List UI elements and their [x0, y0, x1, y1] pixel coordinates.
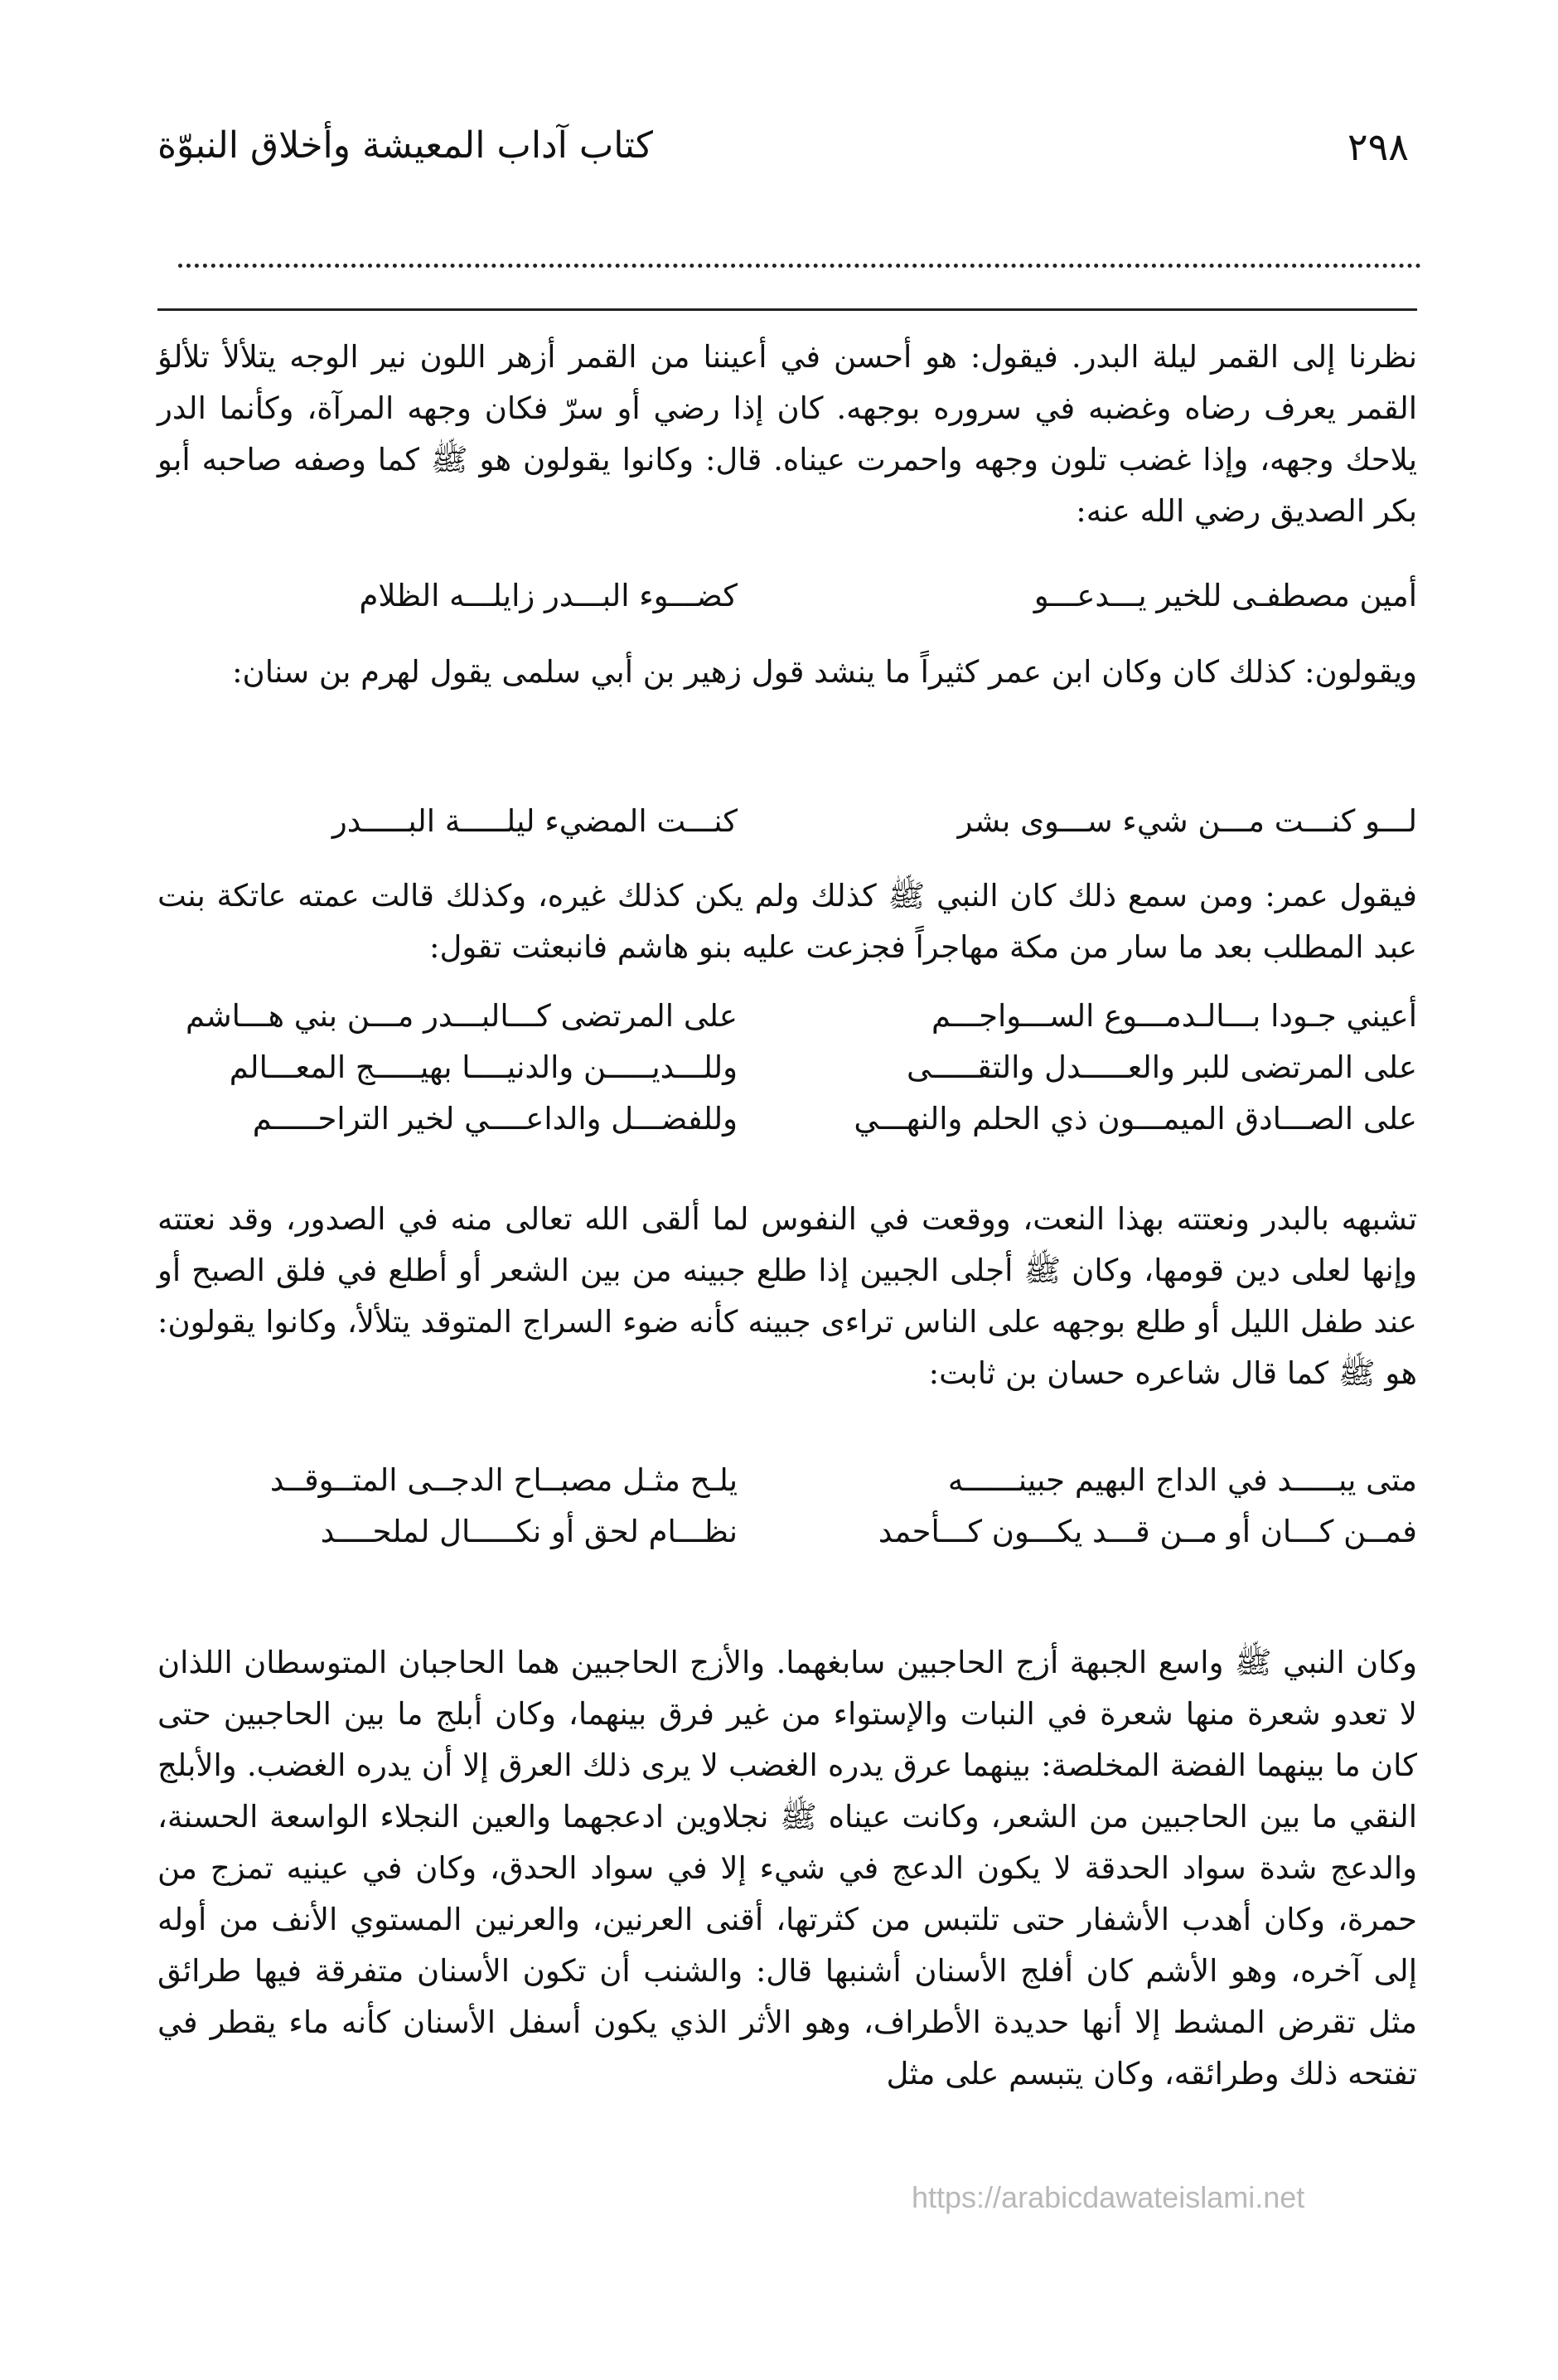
paragraph-text: وكان النبي ﷺ واسع الجبهة أزج الحاجبين سابغهما. والأزج الحاجبين هما الحاجبان المتوسطان اللذان لا تعدو شعرة منها شعرة في النبات والإستواء من غير فرق بينهما، وكان أبلج ما بين الحاجبين حتى كان ما بينهما الفضة المخلصة: بينهما عرق يدره الغضب لا يرى ذلك العرق إلا أن يدره الغضب. والأبلج النقي ما بين الحاجبين من الشعر، وكانت عيناه ﷺ نجلاوين ادعجهما والعين النجلاء الواسعة الحسنة، والدعج شدة سواد الحدقة لا يكون الدعج في شيء إلا في سواد الحدق، وكان في عينيه تمزج من حمرة، وكان أهدب الأشفار حتى تلتبس من كثرتها، أقنى العرنين، والعرنين المستوي الأنف من أوله إلى آخره، وهو الأشم كان أفلج الأسنان أشنبها قال: والشنب أن تكون الأسنان متفرقة فيها طرائق مثل تقرض المشط إلا أنها حديدة الأطراف، وهو الأثر الذي يكون أسفل الأسنان كأنه ماء يقطر في تفتحه ذلك وطرائقه، وكان يتبسم على مثل: [157, 1645, 1417, 2092]
verse-block-2: [157, 796, 1417, 847]
paragraph-1: [157, 332, 1417, 537]
verse-line: [157, 1042, 1417, 1093]
paragraph-text: ويقولون: كذلك كان وكان ابن عمر كثيراً ما ينشد قول زهير بن أبي سلمى يقول لهرم بن سنان:: [232, 654, 1417, 690]
verse-first-hemistich: لـــو كنـــت مـــن شيء ســـوى بشر: [957, 803, 1417, 839]
paragraph-5: [157, 1637, 1417, 2100]
verse-line: [157, 570, 1417, 622]
verse-first-hemistich: متى يبـــــد في الداج البهيم جبينــــــه: [947, 1462, 1417, 1498]
verse-line: [157, 991, 1417, 1042]
page-header: [157, 124, 1409, 191]
verse-line: [157, 1093, 1417, 1145]
verse-second-hemistich: نظـــام لحق أو نكـــــال لملحــــد: [320, 1514, 738, 1549]
paragraph-2: [157, 647, 1417, 698]
paragraph-4: [157, 1194, 1417, 1399]
paragraph-text: تشبهه بالبدر ونعتته بهذا النعت، ووقعت في النفوس لما ألقى الله تعالى منه في الصدور، وقد نعتته وإنها لعلى دين قومها، وكان ﷺ أجلى الجبين إذا طلع جبينه من بين الشعر أو أطلع في فلق الصبح أو عند طفل الليل أو طلع بوجهه على الناس تراءى جبينه كأنه ضوء السراج المتوقد يتلألأ، وكانوا يقولون: هو ﷺ كما قال شاعره حسان بن ثابت:: [157, 1201, 1417, 1391]
verse-line: [157, 796, 1417, 847]
verse-block-4: [157, 1455, 1417, 1558]
verse-first-hemistich: أعيني جـودا بـــالـدمـــوع الســـواجـــم: [931, 998, 1417, 1034]
header-rule: [157, 308, 1417, 311]
verse-second-hemistich: يلـح مثـل مصبــاح الدجــى المتــوقــد: [269, 1462, 738, 1498]
verse-second-hemistich: وللـــديـــــن والدنيــــا بهيـــــج المعـــالم: [229, 1049, 738, 1085]
verse-line: [157, 1506, 1417, 1558]
dotted-divider: [178, 264, 1421, 268]
running-title: كتاب آداب المعيشة وأخلاق النبوّة: [157, 124, 653, 167]
verse-block-1: [157, 570, 1417, 622]
verse-second-hemistich: كنـــت المضيء ليلـــــة البـــــدر: [331, 803, 738, 839]
page-number: ٢٩٨: [1347, 124, 1409, 169]
paragraph-text: فيقول عمر: ومن سمع ذلك كان النبي ﷺ كذلك ولم يكن كذلك غيره، وكذلك قالت عمته عاتكة بنت عبد المطلب بعد ما سار من مكة مهاجراً فجزعت عليه بنو هاشم فانبعثت تقول:: [157, 878, 1417, 965]
verse-second-hemistich: وللفضـــل والداعــــي لخير التراحـــــم: [252, 1101, 738, 1137]
paragraph-3: [157, 870, 1417, 973]
paragraph-text: نظرنا إلى القمر ليلة البدر. فيقول: هو أحسن في أعيننا من القمر أزهر اللون نير الوجه يتلألأ تلألؤ القمر يعرف رضاه وغضبه في سروره بوجهه. كان إذا رضي أو سرّ فكان وجهه المرآة، وكأنما الدر يلاحك وجهه، وإذا غضب تلون وجهه واحمرت عيناه. قال: وكانوا يقولون هو ﷺ كما وصفه صاحبه أبو بكر الصديق رضي الله عنه:: [157, 339, 1417, 529]
watermark-url: https://arabicdawateislami.net: [912, 2180, 1305, 2214]
verse-second-hemistich: كضـــوء البـــدر زايلـــه الظلام: [359, 578, 738, 613]
verse-first-hemistich: فمــن كـــان أو مــن قـــد يكـــون كـــأحمد: [878, 1514, 1417, 1549]
verse-line: [157, 1455, 1417, 1506]
verse-first-hemistich: أمين مصطفـى للخير يـــدعـــو: [1033, 578, 1417, 613]
verse-block-3: [157, 991, 1417, 1145]
verse-first-hemistich: على المرتضى للبر والعـــــدل والتقـــــى: [906, 1049, 1417, 1085]
verse-second-hemistich: على المرتضى كـــالبـــدر مـــن بني هـــاشم: [186, 998, 738, 1034]
verse-first-hemistich: على الصـــادق الميمـــون ذي الحلم والنهـــي: [854, 1101, 1417, 1137]
